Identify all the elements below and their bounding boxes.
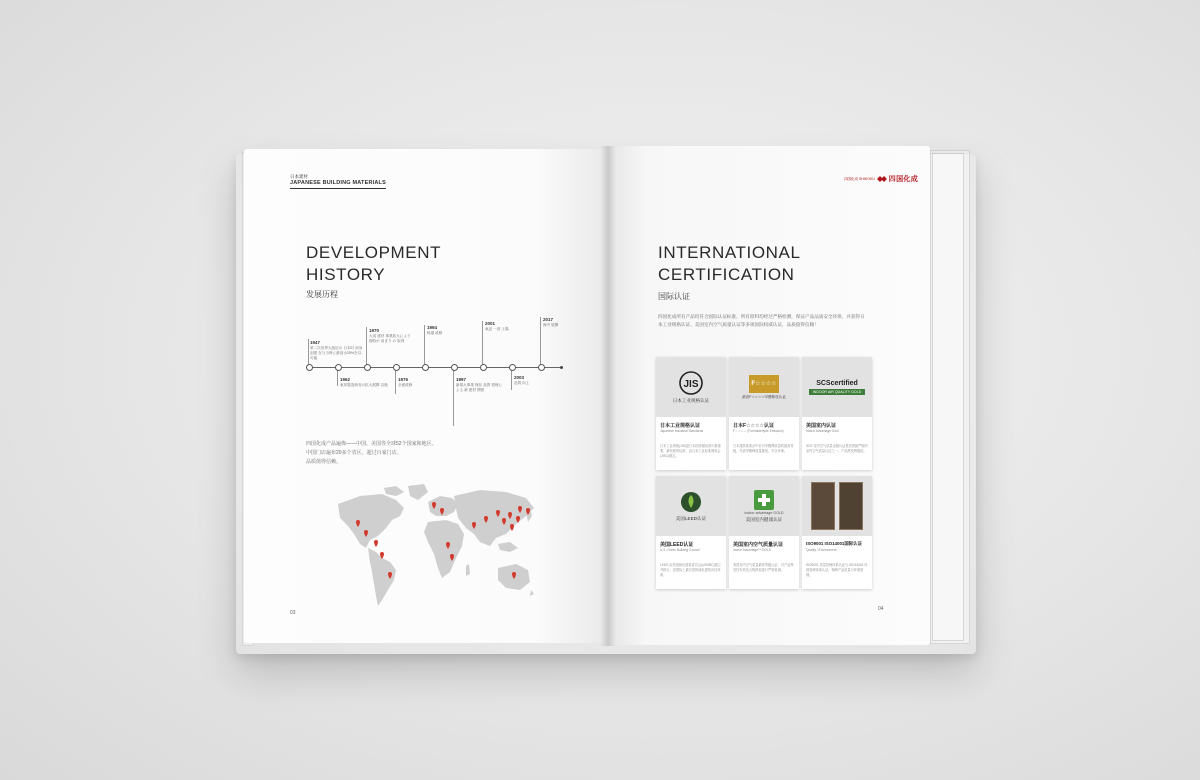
- timeline-year: 2017: [543, 317, 554, 322]
- cert-card-scs: [802, 357, 872, 470]
- indoor-advantage-icon: [753, 489, 775, 511]
- scs-badge-icon: SCScertified: [816, 379, 858, 387]
- cert-sub: F☆☆☆☆ (Formaldehyde Emission): [733, 429, 784, 433]
- cert-sub: Indoor Advantage Gold: [806, 429, 839, 433]
- cert-title: 日本工业规格认证: [660, 423, 701, 429]
- cert-title: 美国室内空气质量认证: [733, 542, 784, 548]
- timeline-stem: [395, 370, 396, 394]
- cert-card-leed: [656, 476, 726, 589]
- header-small: 日本建材: [290, 174, 308, 179]
- timeline-text: 海外 展開: [543, 323, 559, 327]
- timeline-end-dot: [560, 366, 563, 369]
- timeline-axis: [306, 367, 561, 368]
- timeline-year: 1997: [456, 377, 467, 382]
- leed-badge-icon: [679, 490, 703, 514]
- intro-line: 品质值得信赖。: [306, 459, 342, 465]
- history-title-line2: HISTORY: [306, 265, 386, 284]
- cert-sub: Indoor Advantage™ GOLD: [733, 548, 772, 552]
- cert-image: [729, 357, 799, 417]
- cert-sub: Quality / Environment: [806, 548, 837, 552]
- cert-title: ISO9001 ISO14001国际认证: [806, 541, 862, 546]
- timeline-text: 全面改修: [398, 383, 413, 387]
- timeline-stem: [511, 370, 512, 390]
- timeline-stem: [453, 370, 454, 426]
- cert-caption: 日本工业规格认证: [672, 398, 710, 403]
- cert-caption: INDOOR AIR QUALITY GOLD: [809, 389, 865, 395]
- iso-certificate-icon: [811, 482, 835, 530]
- timeline-stem: [308, 339, 309, 365]
- fstar-badge-text: F☆☆☆☆: [751, 381, 777, 387]
- timeline-stem: [366, 327, 367, 365]
- cert-desc: LEED 由美国绿色建筑委员会(USGBC)建立并推行，是国际上最完善的绿色建筑评估体系。: [660, 563, 721, 577]
- cert-image: [656, 357, 726, 417]
- cert-title-line2: CERTIFICATION: [658, 265, 795, 284]
- cert-title: 日本F☆☆☆☆认证: [733, 423, 774, 429]
- brand-logo: [844, 174, 918, 184]
- page-number-left: 03: [290, 610, 296, 616]
- jis-badge-icon: [678, 370, 704, 396]
- timeline-stem: [540, 317, 541, 365]
- timeline-dot: [393, 364, 400, 371]
- fstar-badge-icon: [749, 375, 779, 393]
- timeline-stem: [424, 325, 425, 365]
- timeline-year: 1947: [310, 340, 321, 345]
- timeline-dot: [538, 364, 545, 371]
- book-gutter: [600, 146, 616, 646]
- cert-desc: 美国室内空气质量最高等级认证，对产品挥发性有机化合物排放进行严格检测。: [733, 563, 794, 572]
- cert-image: [729, 476, 799, 536]
- intro-line: 中国门店遍布20多个省区，超过百家门店。: [306, 450, 402, 456]
- timeline-text: 東邦製造商务の拡大展開 以後: [340, 383, 388, 387]
- timeline-year: 1976: [398, 377, 409, 382]
- timeline-dot: [509, 364, 516, 371]
- timeline-text: 大成 建材 事業拡大により 期待が 高まり の 取得: [369, 334, 411, 343]
- cert-caption: 最高F☆☆☆☆甲醛释放认证: [742, 394, 786, 399]
- timeline-stem: [337, 370, 338, 386]
- cert-sub: Japanese Industrial Standards: [660, 429, 704, 433]
- cert-card-jis: [656, 357, 726, 470]
- world-map: [330, 482, 540, 612]
- history-intro: [306, 440, 437, 467]
- cert-desc: 日本建筑基准法中针对甲醛释放量的最高等级，代表甲醛释放量极低，安全环保。: [733, 444, 794, 453]
- cert-card-fstar: [729, 357, 799, 470]
- timeline-text: 極端 改修: [427, 331, 443, 335]
- cert-caption: 美国LEED认证: [675, 516, 707, 521]
- cert-caption: 美国室内健康认证: [745, 517, 783, 522]
- timeline-text: 品質 向上: [514, 381, 530, 385]
- history-subtitle: 发展历程: [306, 290, 338, 299]
- svg-text:JIS: JIS: [683, 379, 699, 390]
- cert-card-indoor: [729, 476, 799, 589]
- indoor-badge-text: indoor advantage GOLD: [744, 511, 784, 515]
- timeline-stem: [482, 321, 483, 365]
- timeline-text: 第二次世界大战后の 日本时 前身创建 在与当時に最高水25%を以 可能: [310, 346, 363, 360]
- timeline-dot: [422, 364, 429, 371]
- cert-desc: ISO9001 质量管理体系认证与 ISO14001 环境管理体系认证，保障产品质量与环境管理。: [806, 563, 868, 577]
- timeline-dot: [451, 364, 458, 371]
- right-page: [608, 146, 930, 645]
- cert-subtitle: 国际认证: [658, 292, 690, 301]
- left-page: [244, 149, 608, 643]
- timeline-year: 1994: [427, 325, 438, 330]
- timeline-year: 2003: [514, 375, 525, 380]
- iso-certificate-icon: [839, 482, 863, 530]
- cert-desc: 日本工业规格(JIS)是日本国家级标准中最重要、最权威的标准，由日本工业标准调查会(JISC)制定。: [660, 444, 721, 458]
- timeline-dot: [480, 364, 487, 371]
- timeline-dot: [306, 364, 313, 371]
- timeline-year: 1962: [340, 377, 351, 382]
- cert-title: 美国室内认证: [806, 423, 837, 429]
- timeline-dot: [364, 364, 371, 371]
- header-title: JAPANESE BUILDING MATERIALS: [290, 180, 386, 189]
- cert-image: [802, 357, 872, 417]
- cert-image: [656, 476, 726, 536]
- cert-card-iso: [802, 476, 872, 589]
- cert-title-line1: INTERNATIONAL: [658, 243, 801, 262]
- timeline-dot: [335, 364, 342, 371]
- timeline-text: 東証 一部 上場: [485, 327, 509, 331]
- logo-text: 四国化成: [888, 176, 918, 183]
- logo-small-text: 四国化成 SHIKOKU: [844, 176, 875, 181]
- cert-intro: 四国化成所有产品均符合国际认证标准，所有原料均经过严格检测，保证产品品质安全环保，并获得日本工业规格认证、美国室内空气质量认证等多项国际权威认证，品质值得信赖！: [658, 314, 865, 327]
- page-number-right: 04: [878, 606, 884, 612]
- cert-title: 美国LEED认证: [660, 542, 694, 548]
- brand-mark-icon: [877, 176, 887, 182]
- intro-line: 四国化成产品遍佈——中国、美国等全球52个国家和地区。: [306, 441, 437, 447]
- cert-image: [802, 476, 872, 536]
- cert-sub: U.S. Green Building Council: [660, 548, 700, 552]
- timeline-text: 新規大事業 保存 品質 管理による 新 建材 開発: [456, 383, 503, 392]
- history-title-line1: DEVELOPMENT: [306, 243, 442, 262]
- timeline-year: 1970: [369, 328, 380, 333]
- cert-desc: SCS 室内空气质量金级认证是美国最严格的室内空气质量认证之一，产品挥发物极低。: [806, 444, 868, 453]
- timeline-year: 2001: [485, 321, 496, 326]
